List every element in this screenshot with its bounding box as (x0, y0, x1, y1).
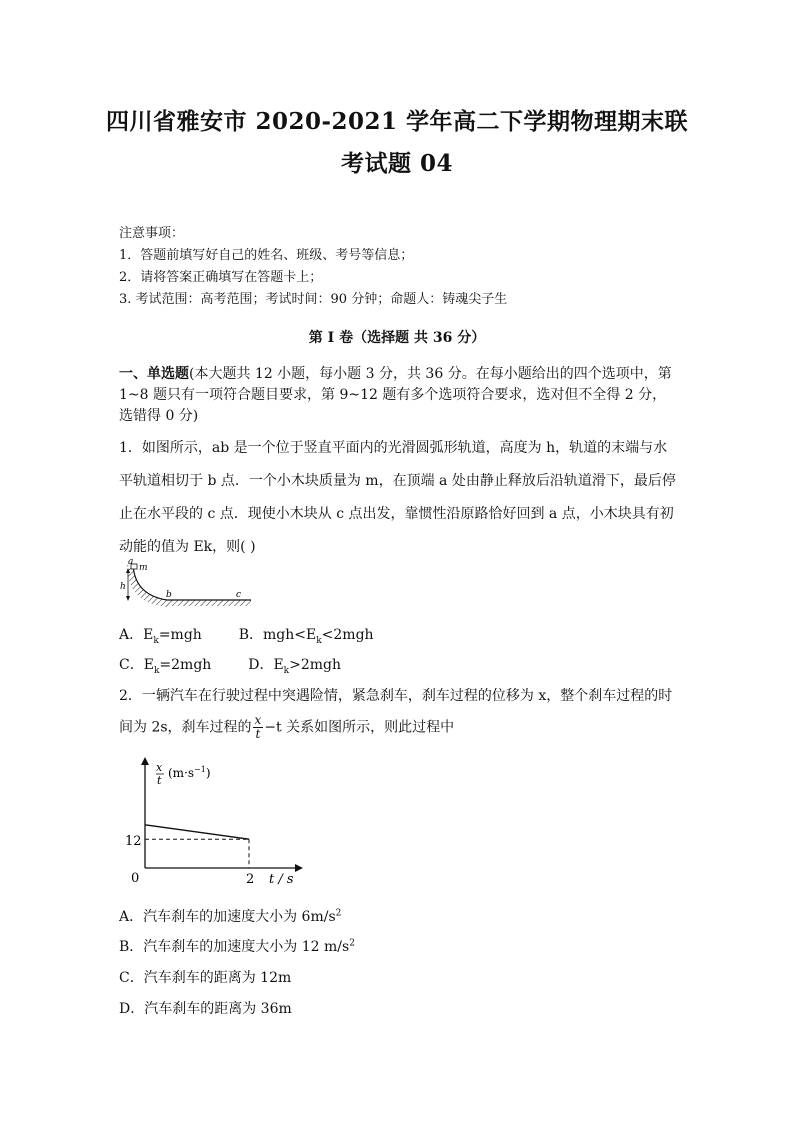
q2-x-label: t / s (269, 872, 294, 887)
q2-origin-label: 0 (131, 871, 140, 886)
q1-label-m: m (139, 563, 148, 573)
q1-option-a[interactable]: A．$E_k=mgh$ (119, 627, 202, 646)
q1-options-row2 (119, 654, 341, 676)
notes-heading: 注意事项： (119, 226, 185, 241)
q1-label-b: b (166, 590, 172, 600)
q1-options-row1 (119, 624, 374, 646)
q1-figure (119, 557, 259, 613)
q1-height-arrow-down (126, 596, 130, 601)
q1-stem: 1．如图所示，ab 是一个位于竖直平面内的光滑圆弧形轨道，高度为 h，轨道的末端与水平轨道相切于 b 点．一个小木块质量为 m，在顶端 a 处由静止释放后沿轨道滑下，最后停止在水平段的 c 点．现使小木块从 c 点出发，靠惯性沿原路恰好回到 a 点，小木块具有初动能的值为 Ek，则( ) (119, 440, 676, 555)
q2-stem-line1: 2．一辆汽车在行驶过程中突遇险情，紧急刹车，刹车过程的位移为 x，整个刹车过程的时 (119, 688, 673, 704)
q1-option-d[interactable]: D．$E_k>2mgh$ (248, 657, 342, 676)
notes-item-1: 1．答题前填写好自己的姓名、班级、考号等信息； (119, 248, 414, 263)
q2-chart (119, 754, 309, 889)
q2-stem-line2: 间为 2s，刹车过程的 $\frac{x}{t}$ −t 关系如图所示，则此过程中 (119, 713, 455, 741)
q2-x-arrow (295, 864, 303, 872)
q2-data-line (145, 825, 249, 839)
section-title: 第 I 卷（选择题 共 36 分） (308, 330, 486, 346)
q2-option-d[interactable]: D．汽车刹车的距离为 36m (119, 1001, 292, 1017)
doc-title-line2: 考试题 04 (340, 150, 453, 177)
doc-title-line1: 四川省雅安市 2020-2021 学年高二下学期物理期末联 (105, 108, 689, 135)
q1-label-h: h (120, 582, 126, 592)
q2-x-tick-2: 2 (246, 872, 255, 887)
q1-option-b[interactable]: B．$mgh<E_k<2mgh$ (238, 627, 374, 646)
notes-item-2: 2．请将答案正确填写在答题卡上； (119, 270, 323, 285)
q2-stem-fraction: $\frac{x}{t}$ (254, 713, 262, 741)
q2-y-label-den: t (157, 774, 162, 787)
q1-option-c[interactable]: C．$E_k=2mgh$ (119, 657, 212, 676)
part1-label: 一、单选题 (119, 366, 189, 382)
part1-instructions (119, 364, 679, 427)
q2-y-label-num: x (156, 761, 163, 774)
q2-y-tick-12: 12 (125, 834, 142, 849)
q2-option-a[interactable]: A．汽车刹车的加速度大小为 $6m/s^2$ (119, 908, 342, 925)
q1-label-a: a (128, 557, 134, 567)
q1-label-c: c (236, 590, 242, 600)
notes-item-3: 3. 考试范围：高考范围；考试时间：90 分钟；命题人：铸魂尖子生 (119, 292, 508, 307)
q2-y-arrow (141, 757, 149, 765)
q2-option-c[interactable]: C．汽车刹车的距离为 12m (119, 970, 292, 986)
q2-y-unit: $(m\cdot s^{-1})$ (168, 765, 211, 780)
q2-option-b[interactable]: B．汽车刹车的加速度大小为 12 $m/s^2$ (119, 938, 355, 955)
q1-hatch-ground (167, 600, 251, 606)
part1-text: (本大题共 12 小题，每小题 3 分，共 36 分。在每小题给出的四个选项中，第 1~8 题只有一项符合题目要求，第 9~12 题有多个选项符合要求，选对但不全得 2 分，选错得 0 分) (119, 366, 672, 424)
